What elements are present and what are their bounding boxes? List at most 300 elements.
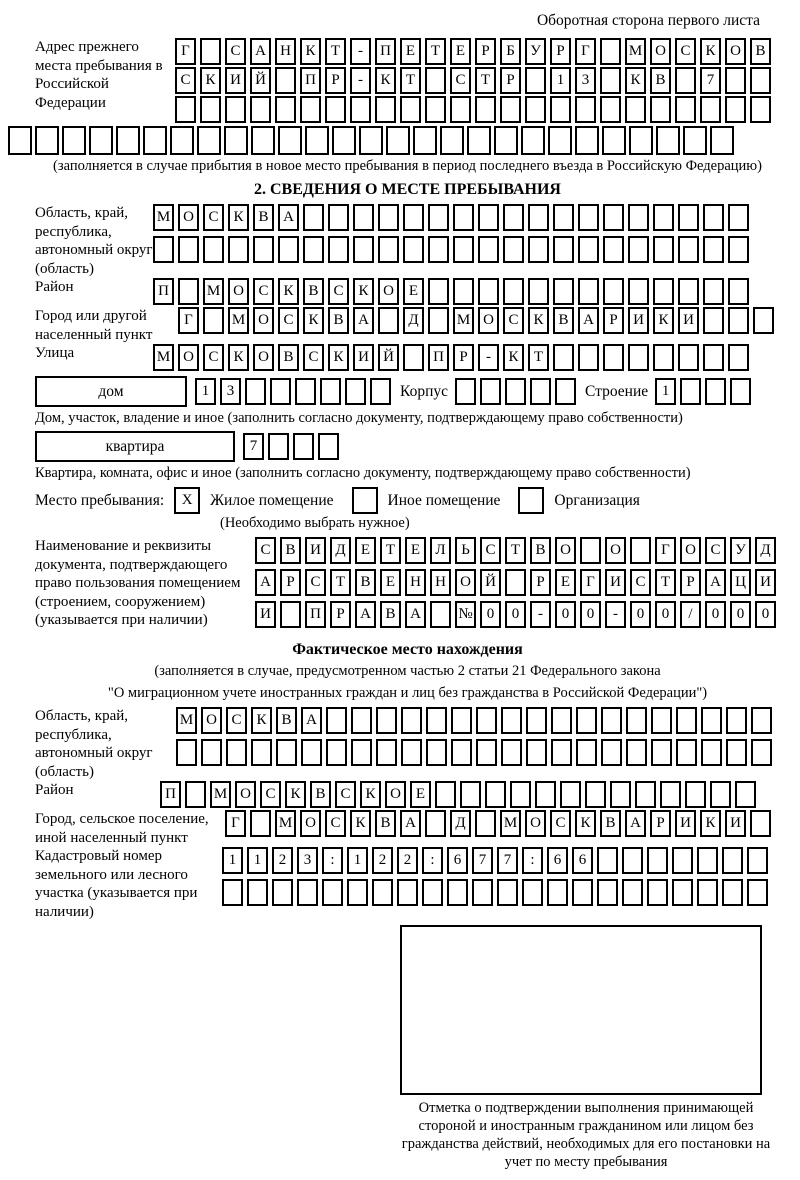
char-box[interactable] bbox=[672, 847, 693, 874]
char-box[interactable] bbox=[328, 204, 349, 231]
char-box[interactable] bbox=[725, 67, 746, 94]
char-box[interactable] bbox=[751, 707, 772, 734]
char-box[interactable]: Е bbox=[555, 569, 576, 596]
char-box[interactable]: Т bbox=[400, 67, 421, 94]
char-box[interactable] bbox=[280, 601, 301, 628]
char-box[interactable]: А bbox=[705, 569, 726, 596]
char-box[interactable]: А bbox=[250, 38, 271, 65]
char-box[interactable] bbox=[447, 879, 468, 906]
char-box[interactable]: Г bbox=[225, 810, 246, 837]
char-box[interactable] bbox=[628, 344, 649, 371]
char-box[interactable]: О bbox=[253, 307, 274, 334]
char-box[interactable]: К bbox=[228, 204, 249, 231]
char-box[interactable]: Т bbox=[330, 569, 351, 596]
char-box[interactable] bbox=[359, 126, 383, 155]
char-box[interactable] bbox=[728, 307, 749, 334]
char-box[interactable]: К bbox=[360, 781, 381, 808]
char-box[interactable]: 1 bbox=[195, 378, 216, 405]
char-box[interactable] bbox=[505, 569, 526, 596]
char-box[interactable] bbox=[710, 781, 731, 808]
char-box[interactable] bbox=[478, 204, 499, 231]
char-box[interactable]: О bbox=[605, 537, 626, 564]
char-box[interactable] bbox=[251, 739, 272, 766]
char-box[interactable] bbox=[497, 879, 518, 906]
char-box[interactable]: С bbox=[450, 67, 471, 94]
char-box[interactable]: № bbox=[455, 601, 476, 628]
char-box[interactable] bbox=[475, 96, 496, 123]
char-box[interactable]: Н bbox=[275, 38, 296, 65]
char-box[interactable] bbox=[653, 236, 674, 263]
char-box[interactable] bbox=[318, 433, 339, 460]
char-box[interactable]: И bbox=[675, 810, 696, 837]
char-box[interactable]: О bbox=[378, 278, 399, 305]
char-box[interactable] bbox=[603, 236, 624, 263]
char-box[interactable]: В bbox=[280, 537, 301, 564]
char-box[interactable] bbox=[526, 739, 547, 766]
char-box[interactable] bbox=[270, 378, 291, 405]
char-box[interactable]: П bbox=[160, 781, 181, 808]
char-box[interactable]: Р bbox=[680, 569, 701, 596]
char-box[interactable]: К bbox=[200, 67, 221, 94]
char-box[interactable] bbox=[578, 278, 599, 305]
char-box[interactable]: С bbox=[253, 278, 274, 305]
char-box[interactable] bbox=[297, 879, 318, 906]
char-box[interactable] bbox=[626, 739, 647, 766]
char-box[interactable] bbox=[353, 236, 374, 263]
char-box[interactable] bbox=[597, 879, 618, 906]
char-box[interactable] bbox=[700, 96, 721, 123]
char-box[interactable]: Р bbox=[650, 810, 671, 837]
char-box[interactable] bbox=[35, 126, 59, 155]
char-box[interactable]: К bbox=[503, 344, 524, 371]
char-box[interactable]: С bbox=[325, 810, 346, 837]
char-box[interactable]: О bbox=[201, 707, 222, 734]
char-box[interactable]: 0 bbox=[555, 601, 576, 628]
char-box[interactable]: О bbox=[478, 307, 499, 334]
char-box[interactable] bbox=[351, 739, 372, 766]
char-box[interactable]: - bbox=[605, 601, 626, 628]
char-box[interactable] bbox=[551, 707, 572, 734]
char-box[interactable]: С bbox=[203, 344, 224, 371]
char-box[interactable] bbox=[272, 879, 293, 906]
char-box[interactable] bbox=[226, 739, 247, 766]
char-box[interactable]: О bbox=[300, 810, 321, 837]
char-box[interactable] bbox=[222, 879, 243, 906]
char-box[interactable] bbox=[440, 126, 464, 155]
char-box[interactable]: 3 bbox=[297, 847, 318, 874]
char-box[interactable]: И bbox=[225, 67, 246, 94]
char-box[interactable]: В bbox=[355, 569, 376, 596]
char-box[interactable] bbox=[435, 781, 456, 808]
char-box[interactable] bbox=[653, 204, 674, 231]
char-box[interactable]: В bbox=[253, 204, 274, 231]
char-box[interactable] bbox=[401, 739, 422, 766]
char-box[interactable] bbox=[455, 378, 476, 405]
char-box[interactable] bbox=[426, 707, 447, 734]
char-box[interactable] bbox=[451, 739, 472, 766]
char-box[interactable] bbox=[725, 96, 746, 123]
char-box[interactable]: Й bbox=[378, 344, 399, 371]
char-box[interactable]: К bbox=[700, 810, 721, 837]
char-box[interactable] bbox=[728, 204, 749, 231]
char-box[interactable] bbox=[450, 96, 471, 123]
char-box[interactable] bbox=[525, 96, 546, 123]
char-box[interactable] bbox=[650, 96, 671, 123]
char-box[interactable]: Ь bbox=[455, 537, 476, 564]
char-box[interactable]: Н bbox=[405, 569, 426, 596]
char-box[interactable]: Р bbox=[325, 67, 346, 94]
char-box[interactable]: С bbox=[225, 38, 246, 65]
char-box[interactable] bbox=[522, 879, 543, 906]
char-box[interactable]: А bbox=[405, 601, 426, 628]
char-box[interactable] bbox=[710, 126, 734, 155]
char-box[interactable]: Т bbox=[380, 537, 401, 564]
char-box[interactable] bbox=[326, 707, 347, 734]
char-box[interactable] bbox=[575, 126, 599, 155]
char-box[interactable]: И bbox=[605, 569, 626, 596]
char-box[interactable]: Е bbox=[450, 38, 471, 65]
char-box[interactable] bbox=[528, 204, 549, 231]
char-box[interactable]: Д bbox=[450, 810, 471, 837]
char-box[interactable] bbox=[575, 96, 596, 123]
char-box[interactable]: О bbox=[650, 38, 671, 65]
char-box[interactable] bbox=[295, 378, 316, 405]
char-box[interactable] bbox=[201, 739, 222, 766]
char-box[interactable] bbox=[320, 378, 341, 405]
char-box[interactable] bbox=[730, 378, 751, 405]
char-box[interactable]: 2 bbox=[372, 847, 393, 874]
char-box[interactable] bbox=[728, 236, 749, 263]
char-box[interactable] bbox=[705, 378, 726, 405]
char-box[interactable]: И bbox=[755, 569, 776, 596]
char-box[interactable] bbox=[275, 96, 296, 123]
char-box[interactable] bbox=[505, 378, 526, 405]
char-box[interactable] bbox=[572, 879, 593, 906]
char-box[interactable]: К bbox=[300, 38, 321, 65]
char-box[interactable] bbox=[185, 781, 206, 808]
char-box[interactable] bbox=[672, 879, 693, 906]
char-box[interactable] bbox=[580, 537, 601, 564]
char-box[interactable] bbox=[630, 537, 651, 564]
char-box[interactable] bbox=[176, 739, 197, 766]
char-box[interactable]: Р bbox=[530, 569, 551, 596]
char-box[interactable]: К bbox=[375, 67, 396, 94]
char-box[interactable]: У bbox=[525, 38, 546, 65]
char-box[interactable] bbox=[453, 278, 474, 305]
checkbox-other-premises[interactable] bbox=[352, 487, 378, 514]
char-box[interactable] bbox=[603, 278, 624, 305]
char-box[interactable] bbox=[278, 236, 299, 263]
char-box[interactable]: К bbox=[303, 307, 324, 334]
char-box[interactable] bbox=[403, 236, 424, 263]
char-box[interactable]: М bbox=[176, 707, 197, 734]
char-box[interactable] bbox=[224, 126, 248, 155]
char-box[interactable] bbox=[430, 601, 451, 628]
char-box[interactable] bbox=[376, 739, 397, 766]
char-box[interactable] bbox=[175, 96, 196, 123]
char-box[interactable]: С bbox=[260, 781, 281, 808]
char-box[interactable] bbox=[525, 67, 546, 94]
char-box[interactable] bbox=[551, 739, 572, 766]
char-box[interactable] bbox=[326, 739, 347, 766]
char-box[interactable] bbox=[322, 879, 343, 906]
char-box[interactable] bbox=[753, 307, 774, 334]
char-box[interactable] bbox=[697, 879, 718, 906]
char-box[interactable] bbox=[603, 344, 624, 371]
char-box[interactable]: С bbox=[278, 307, 299, 334]
char-box[interactable] bbox=[143, 126, 167, 155]
char-box[interactable]: И bbox=[353, 344, 374, 371]
char-box[interactable] bbox=[600, 38, 621, 65]
char-box[interactable]: Д bbox=[403, 307, 424, 334]
char-box[interactable] bbox=[268, 433, 289, 460]
char-box[interactable]: М bbox=[203, 278, 224, 305]
char-box[interactable]: М bbox=[228, 307, 249, 334]
char-box[interactable] bbox=[553, 236, 574, 263]
char-box[interactable]: И bbox=[678, 307, 699, 334]
char-box[interactable]: 1 bbox=[247, 847, 268, 874]
char-box[interactable] bbox=[501, 739, 522, 766]
char-box[interactable] bbox=[747, 879, 768, 906]
char-box[interactable] bbox=[578, 204, 599, 231]
char-box[interactable] bbox=[400, 96, 421, 123]
char-box[interactable] bbox=[683, 126, 707, 155]
char-box[interactable]: А bbox=[301, 707, 322, 734]
char-box[interactable]: В bbox=[650, 67, 671, 94]
char-box[interactable] bbox=[678, 278, 699, 305]
char-box[interactable] bbox=[403, 204, 424, 231]
char-box[interactable]: Р bbox=[475, 38, 496, 65]
char-box[interactable] bbox=[375, 96, 396, 123]
char-box[interactable] bbox=[626, 707, 647, 734]
char-box[interactable] bbox=[656, 126, 680, 155]
char-box[interactable]: 2 bbox=[397, 847, 418, 874]
char-box[interactable] bbox=[372, 879, 393, 906]
char-box[interactable] bbox=[425, 67, 446, 94]
char-box[interactable]: С bbox=[675, 38, 696, 65]
char-box[interactable] bbox=[353, 204, 374, 231]
char-box[interactable] bbox=[651, 707, 672, 734]
char-box[interactable] bbox=[697, 847, 718, 874]
char-box[interactable] bbox=[428, 204, 449, 231]
char-box[interactable]: 0 bbox=[655, 601, 676, 628]
char-box[interactable] bbox=[116, 126, 140, 155]
char-box[interactable] bbox=[153, 236, 174, 263]
char-box[interactable]: 0 bbox=[755, 601, 776, 628]
char-box[interactable]: 7 bbox=[497, 847, 518, 874]
char-box[interactable] bbox=[370, 378, 391, 405]
char-box[interactable] bbox=[597, 847, 618, 874]
char-box[interactable] bbox=[303, 236, 324, 263]
char-box[interactable]: О bbox=[178, 204, 199, 231]
char-box[interactable]: 6 bbox=[447, 847, 468, 874]
char-box[interactable] bbox=[651, 739, 672, 766]
char-box[interactable]: : bbox=[422, 847, 443, 874]
char-box[interactable] bbox=[247, 879, 268, 906]
char-box[interactable] bbox=[576, 739, 597, 766]
char-box[interactable]: П bbox=[300, 67, 321, 94]
char-box[interactable]: О bbox=[385, 781, 406, 808]
char-box[interactable]: 1 bbox=[222, 847, 243, 874]
char-box[interactable]: : bbox=[322, 847, 343, 874]
char-box[interactable]: Р bbox=[550, 38, 571, 65]
char-box[interactable]: Р bbox=[280, 569, 301, 596]
char-box[interactable]: Т bbox=[425, 38, 446, 65]
char-box[interactable] bbox=[397, 879, 418, 906]
char-box[interactable]: С bbox=[705, 537, 726, 564]
char-box[interactable]: Г bbox=[178, 307, 199, 334]
char-box[interactable] bbox=[378, 307, 399, 334]
char-box[interactable] bbox=[245, 378, 266, 405]
char-box[interactable] bbox=[413, 126, 437, 155]
char-box[interactable]: О bbox=[253, 344, 274, 371]
char-box[interactable] bbox=[722, 879, 743, 906]
char-box[interactable]: 7 bbox=[472, 847, 493, 874]
char-box[interactable] bbox=[628, 278, 649, 305]
char-box[interactable]: С bbox=[630, 569, 651, 596]
char-box[interactable]: - bbox=[350, 67, 371, 94]
char-box[interactable]: А bbox=[400, 810, 421, 837]
char-box[interactable] bbox=[253, 236, 274, 263]
char-box[interactable]: А bbox=[578, 307, 599, 334]
char-box[interactable] bbox=[386, 126, 410, 155]
char-box[interactable]: Й bbox=[250, 67, 271, 94]
char-box[interactable] bbox=[478, 278, 499, 305]
char-box[interactable]: К bbox=[575, 810, 596, 837]
char-box[interactable]: Е bbox=[410, 781, 431, 808]
char-box[interactable]: В bbox=[278, 344, 299, 371]
char-box[interactable] bbox=[701, 707, 722, 734]
char-box[interactable]: М bbox=[153, 344, 174, 371]
char-box[interactable] bbox=[250, 96, 271, 123]
char-box[interactable] bbox=[678, 204, 699, 231]
char-box[interactable]: 1 bbox=[347, 847, 368, 874]
char-box[interactable]: Е bbox=[405, 537, 426, 564]
char-box[interactable]: И bbox=[305, 537, 326, 564]
char-box[interactable] bbox=[548, 126, 572, 155]
char-box[interactable]: С bbox=[550, 810, 571, 837]
char-box[interactable] bbox=[576, 707, 597, 734]
checkbox-residential[interactable]: X bbox=[174, 487, 200, 514]
char-box[interactable] bbox=[555, 378, 576, 405]
char-box[interactable] bbox=[553, 204, 574, 231]
char-box[interactable] bbox=[553, 278, 574, 305]
char-box[interactable]: Т bbox=[655, 569, 676, 596]
char-box[interactable] bbox=[703, 278, 724, 305]
char-box[interactable]: Р bbox=[330, 601, 351, 628]
char-box[interactable] bbox=[578, 344, 599, 371]
char-box[interactable] bbox=[535, 781, 556, 808]
char-box[interactable] bbox=[628, 204, 649, 231]
char-box[interactable] bbox=[301, 739, 322, 766]
char-box[interactable]: К bbox=[228, 344, 249, 371]
char-box[interactable] bbox=[722, 847, 743, 874]
char-box[interactable]: Р bbox=[453, 344, 474, 371]
char-box[interactable] bbox=[378, 204, 399, 231]
char-box[interactable] bbox=[350, 96, 371, 123]
char-box[interactable]: П bbox=[305, 601, 326, 628]
char-box[interactable] bbox=[494, 126, 518, 155]
char-box[interactable]: К bbox=[251, 707, 272, 734]
char-box[interactable] bbox=[276, 739, 297, 766]
char-box[interactable] bbox=[601, 739, 622, 766]
char-box[interactable]: 6 bbox=[547, 847, 568, 874]
char-box[interactable] bbox=[629, 126, 653, 155]
char-box[interactable] bbox=[197, 126, 221, 155]
char-box[interactable]: А bbox=[355, 601, 376, 628]
char-box[interactable] bbox=[728, 344, 749, 371]
char-box[interactable] bbox=[585, 781, 606, 808]
char-box[interactable] bbox=[472, 879, 493, 906]
char-box[interactable] bbox=[675, 67, 696, 94]
char-box[interactable]: Н bbox=[430, 569, 451, 596]
char-box[interactable] bbox=[726, 707, 747, 734]
char-box[interactable] bbox=[345, 378, 366, 405]
char-box[interactable] bbox=[428, 278, 449, 305]
char-box[interactable] bbox=[750, 96, 771, 123]
char-box[interactable]: В bbox=[328, 307, 349, 334]
char-box[interactable]: Г bbox=[175, 38, 196, 65]
char-box[interactable] bbox=[653, 278, 674, 305]
char-box[interactable] bbox=[178, 278, 199, 305]
char-box[interactable]: К bbox=[653, 307, 674, 334]
char-box[interactable]: П bbox=[375, 38, 396, 65]
char-box[interactable] bbox=[647, 847, 668, 874]
char-box[interactable] bbox=[578, 236, 599, 263]
char-box[interactable]: 0 bbox=[730, 601, 751, 628]
char-box[interactable] bbox=[675, 96, 696, 123]
char-box[interactable] bbox=[676, 739, 697, 766]
char-box[interactable] bbox=[300, 96, 321, 123]
char-box[interactable]: 2 bbox=[272, 847, 293, 874]
char-box[interactable] bbox=[203, 236, 224, 263]
char-box[interactable]: 1 bbox=[550, 67, 571, 94]
char-box[interactable] bbox=[510, 781, 531, 808]
char-box[interactable]: А bbox=[255, 569, 276, 596]
char-box[interactable] bbox=[467, 126, 491, 155]
char-box[interactable] bbox=[547, 879, 568, 906]
char-box[interactable]: Р bbox=[603, 307, 624, 334]
char-box[interactable]: П bbox=[428, 344, 449, 371]
char-box[interactable]: - bbox=[478, 344, 499, 371]
char-box[interactable] bbox=[701, 739, 722, 766]
char-box[interactable] bbox=[460, 781, 481, 808]
char-box[interactable] bbox=[676, 707, 697, 734]
char-box[interactable]: Т bbox=[475, 67, 496, 94]
char-box[interactable] bbox=[475, 810, 496, 837]
char-box[interactable]: М bbox=[625, 38, 646, 65]
char-box[interactable] bbox=[347, 879, 368, 906]
char-box[interactable] bbox=[251, 126, 275, 155]
char-box[interactable]: У bbox=[730, 537, 751, 564]
char-box[interactable]: / bbox=[680, 601, 701, 628]
char-box[interactable] bbox=[647, 879, 668, 906]
char-box[interactable]: В bbox=[303, 278, 324, 305]
char-box[interactable]: В bbox=[310, 781, 331, 808]
char-box[interactable]: П bbox=[153, 278, 174, 305]
char-box[interactable] bbox=[503, 204, 524, 231]
char-box[interactable]: Д bbox=[755, 537, 776, 564]
char-box[interactable]: 6 bbox=[572, 847, 593, 874]
char-box[interactable]: М bbox=[210, 781, 231, 808]
char-box[interactable]: С bbox=[335, 781, 356, 808]
char-box[interactable]: О bbox=[235, 781, 256, 808]
char-box[interactable] bbox=[428, 236, 449, 263]
char-box[interactable]: 0 bbox=[580, 601, 601, 628]
char-box[interactable] bbox=[325, 96, 346, 123]
char-box[interactable] bbox=[747, 847, 768, 874]
char-box[interactable]: 0 bbox=[480, 601, 501, 628]
